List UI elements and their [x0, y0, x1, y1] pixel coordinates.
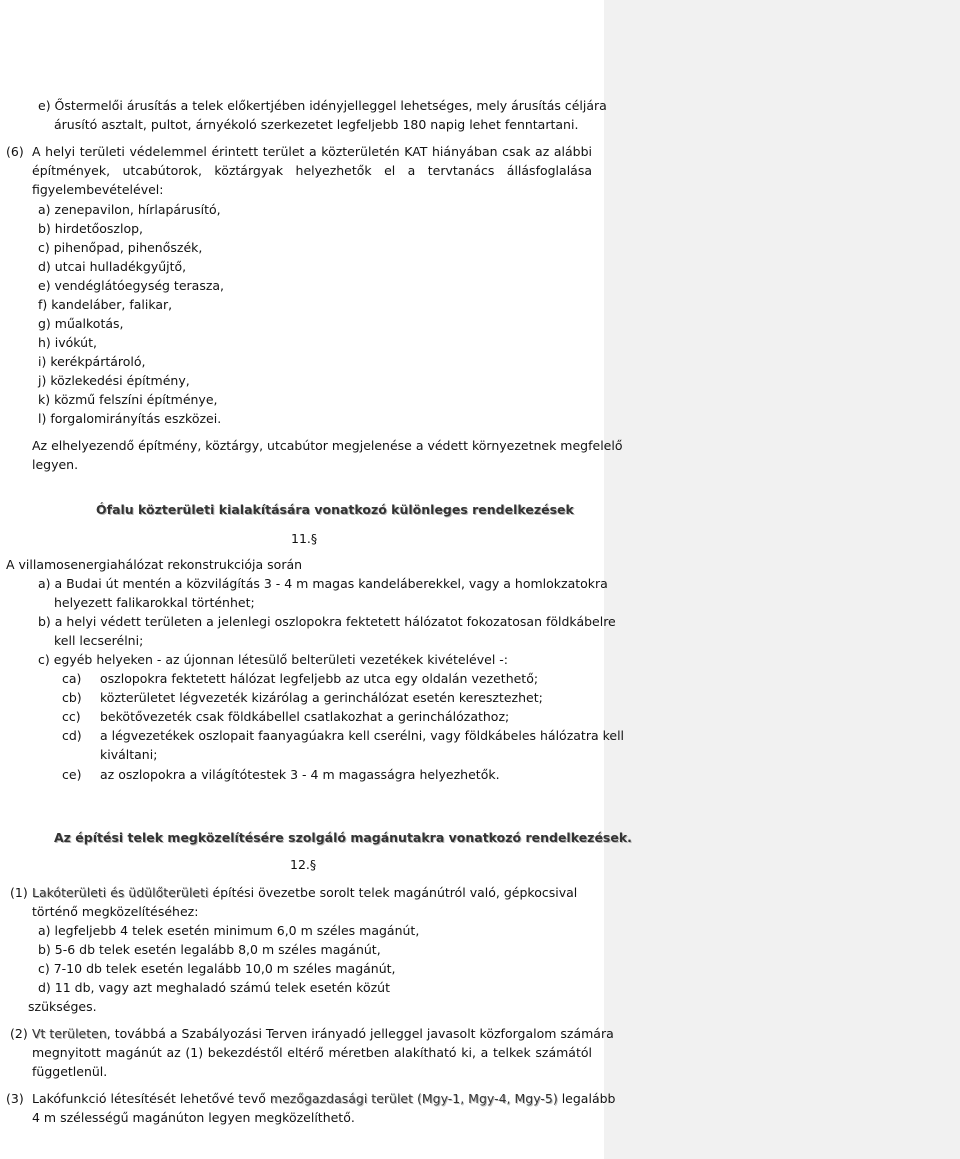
sec12-number: 12.§	[290, 857, 317, 872]
comment-sidebar	[604, 0, 960, 1159]
list-item: a) zenepavilon, hírlapárusító,	[38, 202, 221, 217]
p1-number: (1)	[10, 885, 28, 900]
sub-label: cb)	[62, 690, 82, 705]
sub-text: a légvezetékek oszlopait faanyagúakra kell cserélni, vagy földkábeles hálózatra kell	[100, 728, 625, 743]
list-item: e) vendéglátóegység terasza,	[38, 278, 225, 293]
sec11-b-line-2: kell lecserélni;	[54, 633, 144, 648]
p2-line-2: megnyitott magánút az (1) bekezdéstől eltérő méretben alakítható ki, a telkek számától	[32, 1045, 592, 1060]
sub-text: közterületet légvezeték kizárólag a gerinchálózat esetén keresztezhet;	[100, 690, 543, 705]
par6-line-3: figyelembevételével:	[32, 182, 164, 197]
list-item: c) 7-10 db telek esetén legalább 10,0 m széles magánút,	[38, 961, 396, 976]
sub-text: az oszlopokra a világítótestek 3 - 4 m magasságra helyezhetők.	[100, 767, 500, 782]
sec11-intro: A villamosenergiahálózat rekonstrukciója során	[6, 557, 303, 572]
list-item: i) kerékpártároló,	[38, 354, 146, 369]
p3-highlight: mezőgazdasági terület (Mgy-1, Mgy-4, Mgy-5)	[269, 1091, 558, 1106]
list-item: a) legfeljebb 4 telek esetén minimum 6,0 m széles magánút,	[38, 923, 420, 938]
sub-label: cc)	[62, 709, 81, 724]
p1-line-1	[32, 884, 577, 902]
p3-line-1	[32, 1090, 615, 1108]
list-item: b) hirdetőoszlop,	[38, 221, 144, 236]
p1-rest: építési övezetbe sorolt telek magánútról való, gépkocsival	[208, 885, 578, 900]
sec-e-line-2: árusító asztalt, pultot, árnyékoló szerkezetet legfeljebb 180 napig lehet fenntartani.	[54, 117, 579, 132]
par6-closing-2: legyen.	[32, 457, 79, 472]
p2-number: (2)	[10, 1026, 28, 1041]
p3-rest: legalább	[557, 1091, 616, 1106]
sub-label: cd)	[62, 728, 82, 743]
sec11-number: 11.§	[291, 531, 318, 546]
list-item: d) utcai hulladékgyűjtő,	[38, 259, 187, 274]
par6-closing-1: Az elhelyezendő építmény, köztárgy, utcabútor megjelenése a védett környezetnek megfelelő	[32, 438, 623, 453]
sec11-c-line-1: c) egyéb helyeken - az újonnan létesülő belterületi vezetékek kivételével -:	[38, 652, 509, 667]
sec11-b-line-1: b) a helyi védett területen a jelenlegi oszlopokra fektetett hálózatot fokozatosan földkábelre	[38, 614, 616, 629]
sub-label: ce)	[62, 767, 82, 782]
list-item: c) pihenőpad, pihenőszék,	[38, 240, 203, 255]
list-item: h) ivókút,	[38, 335, 97, 350]
par6-line-2: építmények, utcabútorok, köztárgyak helyezhetők el a tervtanács állásfoglalása	[32, 163, 592, 178]
sub-label: ca)	[62, 671, 82, 686]
sub-text: kiváltani;	[100, 747, 158, 762]
par6-line-1: A helyi területi védelemmel érintett terület a közterületén KAT hiányában csak az alábbi	[32, 144, 592, 159]
sec11-a-line-1: a) a Budai út mentén a közvilágítás 3 - 4 m magas kandeláberekkel, vagy a homlokzatokra	[38, 576, 608, 591]
p2-highlight: Vt területen	[32, 1026, 107, 1041]
list-item: d) 11 db, vagy azt meghaladó számú telek esetén közút	[38, 980, 390, 995]
sub-text: bekötővezeték csak földkábellel csatlakozhat a gerinchálózathoz;	[100, 709, 510, 724]
p3-line-2: 4 m szélességű magánúton legyen megközelíthető.	[32, 1110, 355, 1125]
sec11-a-line-2: helyezett falikarokkal történhet;	[54, 595, 255, 610]
p2-line-1	[32, 1025, 614, 1043]
p2-rest: , továbbá a Szabályozási Terven irányadó jelleggel javasolt közforgalom számára	[106, 1026, 614, 1041]
p1-highlight: Lakóterületi és üdülőterületi	[32, 885, 209, 900]
par6-number: (6)	[6, 144, 24, 159]
p1-line-2: történő megközelítéséhez:	[32, 904, 199, 919]
p3-pre: Lakófunkció létesítését lehetővé tevő	[32, 1091, 270, 1106]
list-item: j) közlekedési építmény,	[38, 373, 190, 388]
list-item: b) 5-6 db telek esetén legalább 8,0 m széles magánút,	[38, 942, 381, 957]
list-item: k) közmű felszíni építménye,	[38, 392, 218, 407]
p3-number: (3)	[6, 1091, 24, 1106]
sec11-title: Ófalu közterületi kialakítására vonatkozó különleges rendelkezések	[96, 502, 574, 517]
sec-e-line-1: e) Őstermelői árusítás a telek előkertjében idényjelleggel lehetséges, mely árusítás céljára	[38, 98, 607, 113]
p1-end: szükséges.	[28, 999, 97, 1014]
p2-line-3: függetlenül.	[32, 1064, 108, 1079]
sub-text: oszlopokra fektetett hálózat legfeljebb az utca egy oldalán vezethető;	[100, 671, 539, 686]
sec12-title: Az építési telek megközelítésére szolgáló magánutakra vonatkozó rendelkezések.	[54, 830, 632, 845]
list-item: l) forgalomirányítás eszközei.	[38, 411, 222, 426]
list-item: g) műalkotás,	[38, 316, 124, 331]
list-item: f) kandeláber, falikar,	[38, 297, 173, 312]
